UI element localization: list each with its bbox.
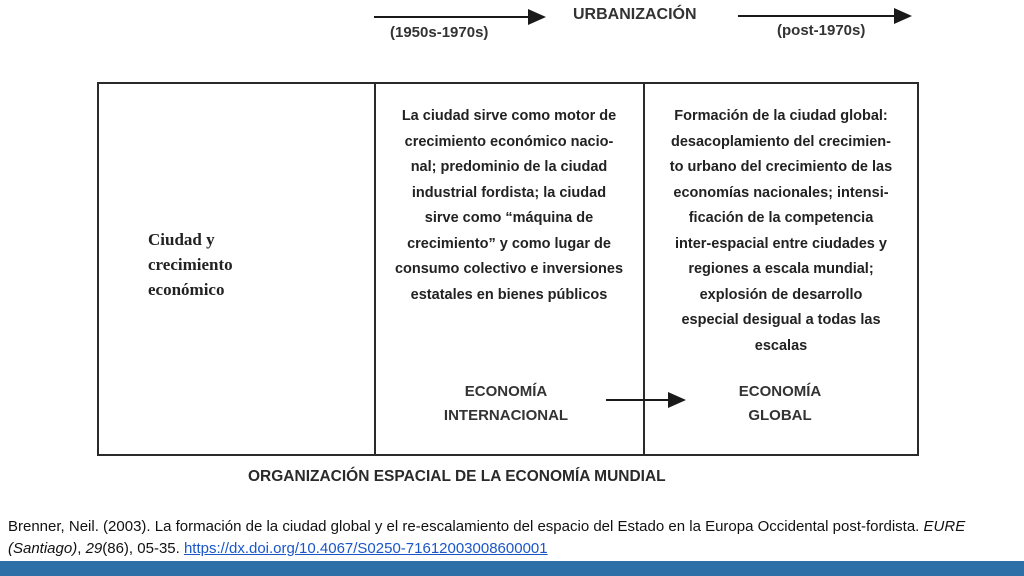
citation-sep: , <box>77 540 86 557</box>
period-right-label: (post-1970s) <box>777 22 866 39</box>
cell-right-text: Formación de la ciudad global: desacoplamiento del crecimien- to urbano del crecimiento de las economías nacionales; intensi- ficación de la competencia inter-espacial entre ciudades y regiones a escala mundial; explosión de desarrollo especial desigual a todas las escalas <box>669 108 893 354</box>
top-right-arrow-head-icon <box>894 8 912 24</box>
economy-international-label: ECONOMÍA INTERNACIONAL <box>443 383 569 424</box>
economy-arrow-head-icon <box>668 392 686 408</box>
top-right-arrow-line <box>738 15 896 17</box>
row-label: Ciudad y crecimiento económico <box>148 230 233 299</box>
citation-text: Brenner, Neil. (2003). La formación de la ciudad global y el re-escalamiento del espacio del Estado en la Europa Occidental post-fordista. <box>8 518 924 535</box>
top-left-arrow-head-icon <box>528 9 546 25</box>
economy-arrow-line <box>606 399 670 401</box>
citation-volume: 29 <box>85 540 103 557</box>
citation-doi-link[interactable]: https://dx.doi.org/10.4067/S0250-71612003008600001 <box>183 540 548 557</box>
bottom-title: ORGANIZACIÓN ESPACIAL DE LA ECONOMÍA MUNDIAL <box>248 468 666 485</box>
period-left-label: (1950s-1970s) <box>390 24 489 41</box>
urbanization-title: URBANIZACIÓN <box>573 6 697 23</box>
economy-global-label: ECONOMÍA GLOBAL <box>738 383 822 424</box>
citation-issue: (86), 05-35. <box>102 540 184 557</box>
citation <box>8 516 1016 560</box>
citation-journal: EURE (Santiago) <box>8 518 966 557</box>
bottom-accent-bar <box>0 561 1024 576</box>
top-left-arrow-line <box>374 16 530 18</box>
cell-middle-text: La ciudad sirve como motor de crecimiento económico nacio- nal; predominio de la ciudad industrial fordista; la ciudad sirve como “máquina de crecimiento” y como lugar de consumo colectivo e inversiones estatales en bienes públicos <box>394 108 624 303</box>
